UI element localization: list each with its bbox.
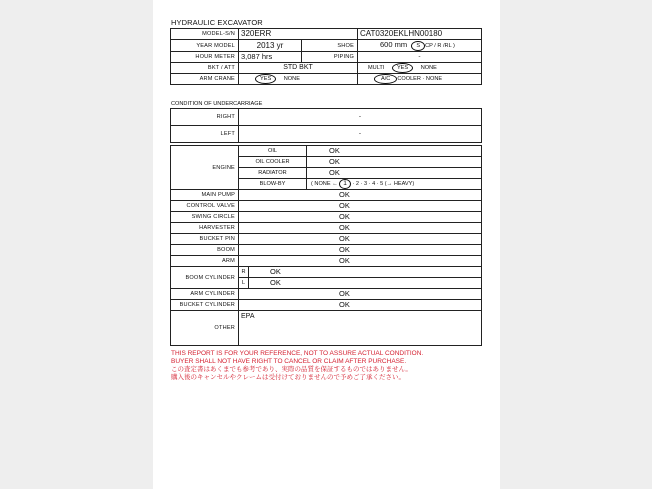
multi-none: NONE <box>420 65 437 71</box>
oil-value: OK <box>307 146 482 157</box>
piping-value: - <box>358 52 482 63</box>
arm-crane-label: ARM CRANE <box>171 74 239 85</box>
arm-crane-none: NONE <box>283 76 300 82</box>
other-value: EPA <box>239 311 482 346</box>
right-label: RIGHT <box>171 109 239 126</box>
model-label: MODEL-S/N <box>171 29 239 40</box>
boom-label: BOOM <box>171 245 239 256</box>
boom-value: OK <box>239 245 482 256</box>
arm-crane-cell <box>239 74 358 85</box>
boom-cylinder-l-value: OK <box>249 278 482 289</box>
harvester-label: HARVESTER <box>171 223 239 234</box>
swing-circle-label: SWING CIRCLE <box>171 212 239 223</box>
shoe-cell <box>358 40 482 52</box>
bucket-cylinder-value: OK <box>239 300 482 311</box>
disclaimer-line-2: BUYER SHALL NOT HAVE RIGHT TO CANCEL OR CLAIM AFTER PURCHASE. <box>171 358 407 365</box>
shoe-type-rest: CP / R /RL ) <box>425 43 455 49</box>
serial-value: CAT0320EKLHN00180 <box>358 29 482 40</box>
bkt-label: BKT / ATT <box>171 63 239 74</box>
engine-label: ENGINE <box>171 146 239 190</box>
inspection-table <box>170 145 482 346</box>
bkt-value: STD BKT <box>239 63 358 74</box>
disclaimer-notice <box>171 350 423 382</box>
bucket-pin-value: OK <box>239 234 482 245</box>
year-value: 2013 yr <box>239 40 302 52</box>
year-label: YEAR MODEL <box>171 40 239 52</box>
shoe-value: 600 mm <box>380 40 408 49</box>
ac-cell <box>358 74 482 85</box>
boom-cylinder-label: BOOM CYLINDER <box>171 267 239 289</box>
blowby-label: BLOW-BY <box>239 179 307 190</box>
swing-circle-value: OK <box>239 212 482 223</box>
disclaimer-line-4: 購入後のキャンセルやクレームは受付けておりませんので予めご了承ください。 <box>171 374 405 381</box>
radiator-value: OK <box>307 168 482 179</box>
arm-cylinder-label: ARM CYLINDER <box>171 289 239 300</box>
left-label: LEFT <box>171 126 239 143</box>
document-title: HYDRAULIC EXCAVATOR <box>171 18 263 27</box>
report-sheet <box>153 0 500 489</box>
oil-cooler-label: OIL COOLER <box>239 157 307 168</box>
oil-label: OIL <box>239 146 307 157</box>
bucket-cylinder-label: BUCKET CYLINDER <box>171 300 239 311</box>
arm-label: ARM <box>171 256 239 267</box>
undercarriage-title: CONDITION OF UNDERCARRIAGE <box>171 101 263 107</box>
hour-label: HOUR METER <box>171 52 239 63</box>
control-valve-value: OK <box>239 201 482 212</box>
arm-value: OK <box>239 256 482 267</box>
other-label: OTHER <box>171 311 239 346</box>
boom-cylinder-l-label: L <box>239 278 249 289</box>
header-table <box>170 28 482 85</box>
boom-cylinder-r-label: R <box>239 267 249 278</box>
left-value: - <box>239 126 482 143</box>
blowby-cell <box>307 179 482 190</box>
blowby-prefix: ( NONE ← <box>311 181 338 187</box>
boom-cylinder-r-value: OK <box>249 267 482 278</box>
radiator-label: RADIATOR <box>239 168 307 179</box>
blowby-rest: · 2 · 3 · 4 · 5 (→ HEAVY) <box>352 181 415 187</box>
right-value: - <box>239 109 482 126</box>
bucket-pin-label: BUCKET PIN <box>171 234 239 245</box>
hour-value: 3,087 hrs <box>239 52 302 63</box>
disclaimer-line-1: THIS REPORT IS FOR YOUR REFERENCE, NOT TO ASSURE ACTUAL CONDITION. <box>171 350 424 357</box>
blowby-selected: 1 <box>339 179 351 189</box>
multi-label: MULTI <box>368 65 385 71</box>
piping-label: PIPING <box>302 52 358 63</box>
ac-selected: A/C <box>374 74 397 84</box>
undercarriage-table <box>170 108 482 143</box>
control-valve-label: CONTROL VALVE <box>171 201 239 212</box>
model-value: 320ERR <box>239 29 358 40</box>
harvester-value: OK <box>239 223 482 234</box>
arm-crane-yes: YES <box>255 74 276 84</box>
oil-cooler-value: OK <box>307 157 482 168</box>
disclaimer-line-3: この査定書はあくまでも参考であり、実際の品質を保証するものではありません。 <box>171 366 412 373</box>
arm-cylinder-value: OK <box>239 289 482 300</box>
multi-cell <box>358 63 482 74</box>
main-pump-value: OK <box>239 190 482 201</box>
multi-yes: YES <box>392 63 413 73</box>
ac-rest: COOLER · NONE <box>397 76 443 82</box>
shoe-label: SHOE <box>302 40 358 52</box>
main-pump-label: MAIN PUMP <box>171 190 239 201</box>
shoe-type-selected: S <box>411 41 425 51</box>
